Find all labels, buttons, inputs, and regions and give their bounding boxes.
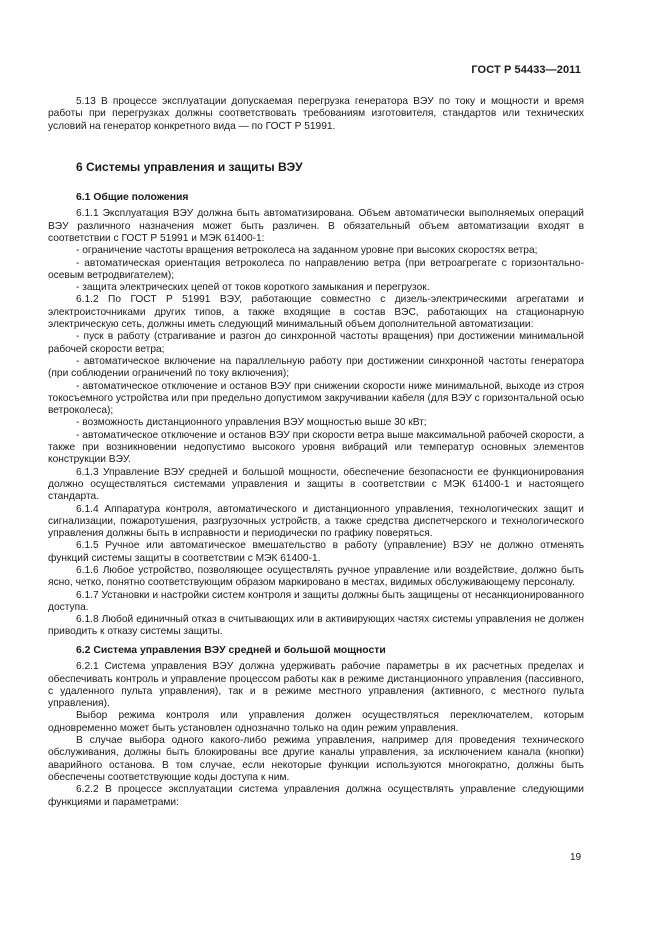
standard-code: ГОСТ Р 54433—2011 [471,64,581,76]
list-item: - ограничение частоты вращения ветроколеса на заданном уровне при высоких скоростях ветра; [76,245,538,257]
subsection-6-1-title: 6.1 Общие положения [76,191,189,203]
list-item: - автоматическое включение на параллельную работу при достижении синхронной частоты генератора (при соблюдении ограничений по току включения); [48,355,584,380]
list-item: - автоматическая ориентация ветроколеса по направлению ветра (при ветроагрегате с горизонтально-осевым ветродвигателем); [48,257,584,281]
paragraph-mode-blocking: В случае выбора одного какого-либо режима управления, например для проведения технического обслуживания, должны быть блокированы все другие каналы управления, за исключением канала (кнопки) аварийного останова. В том случае, если некоторые функции используются многократно, должны быть обеспечены соответствующие коды доступа к ним. [48,735,584,783]
list-item: - автоматическое отключение и останов ВЭУ при снижении скорости ниже минимальной, выходе из строя токосъемного устройства или при предельно допустимом закручивании кабеля (для ВЭУ с горизонтальной осью ветроколеса); [48,380,584,417]
paragraph-6-2-2: 6.2.2 В процессе эксплуатации система управления должна осуществлять управление следующими функциями и параметрами: [48,784,584,808]
paragraph-6-1-7: 6.1.7 Установки и настройки систем контроля и защиты должны быть защищены от несанкционированного доступа. [48,589,584,613]
paragraph-6-1-8: 6.1.8 Любой единичный отказ в считывающих или в активирующих частях системы управления не должен приводить к отказу системы защиты. [48,614,584,638]
list-item: - защита электрических цепей от токов короткого замыкания и перегрузок. [76,282,430,294]
list-item: - автоматическое отключение и останов ВЭУ при скорости ветра выше максимальной рабочей скорости, а также при возникновении недопустимо высокого уровня вибраций или температур основных элементов конструкции ВЭУ. [48,429,584,466]
paragraph-6-1-1: 6.1.1 Эксплуатация ВЭУ должна быть автоматизирована. Объем автоматически выполняемых операций ВЭУ различного назначения может быть различен. В обязательный объем автоматизации входят в соответствии с ГОСТ Р 51991 и МЭК 61400-1: [48,208,584,244]
paragraph-5-13: 5.13 В процессе эксплуатации допускаемая перегрузка генератора ВЭУ по току и мощности и время работы при перегрузках должны соответствовать требованиям изготовителя, стандартов или технических условий на генератор конкретного вида — по ГОСТ Р 51991. [48,96,584,132]
subsection-6-2-title: 6.2 Система управления ВЭУ средней и большой мощности [76,644,386,656]
paragraph-6-1-2: 6.1.2 По ГОСТ Р 51991 ВЭУ, работающие совместно с дизель-электрическими агрегатами и электроисточниками других типов, а также входящие в состав ВЭС, работающих на стационарную электрическую сеть, должны иметь следующий минимальный объем дополнительной автоматизации: [48,294,584,331]
list-item: - пуск в работу (страгивание и разгон до синхронной частоты вращения) при достижении минимальной рабочей скорости ветра; [48,331,584,355]
list-item: - возможность дистанционного управления ВЭУ мощностью выше 30 кВт; [76,417,427,429]
paragraph-6-1-4: 6.1.4 Аппаратура контроля, автоматического и дистанционного управления, технологических защит и сигнализации, пожаротушения, разгрузочных устройств, а также средства диспетчерского и технологического управления должны быть в исправности и периодически по графику поверяться. [48,503,584,540]
page-number: 19 [570,852,582,863]
section-6-title: 6 Системы управления и защиты ВЭУ [76,159,303,174]
paragraph-6-2-1: 6.2.1 Система управления ВЭУ должна удерживать рабочие параметры в их расчетных пределах и обеспечивать контроль и управление процессом работы как в режиме дистанционного управления (пассивного, с удаленного пульта управления), так и в режиме местного управления (активного, с местного пульта управления). [48,661,584,710]
paragraph-6-1-3: 6.1.3 Управление ВЭУ средней и большой мощности, обеспечение безопасности ее функционирования должно осуществляться системами управления и защиты в соответствии с МЭК 61400-1 и настоящего стандарта. [48,466,584,503]
page-body [48,96,584,809]
paragraph-6-1-6: 6.1.6 Любое устройство, позволяющее осуществлять ручное управление или воздействие, должно быть ясно, четко, понятно соответствующим образом маркировано в местах, видимых обслуживающему персоналу. [48,565,584,589]
paragraph-mode-selection: Выбор режима контроля или управления должен осуществляться переключателем, которым одновременно может быть установлен однозначно только на один режим управления. [48,710,584,734]
paragraph-6-1-5: 6.1.5 Ручное или автоматическое вмешательство в работу (управление) ВЭУ не должно отменять функций системы защиты в соответствии с МЭК 61400-1. [48,540,584,564]
